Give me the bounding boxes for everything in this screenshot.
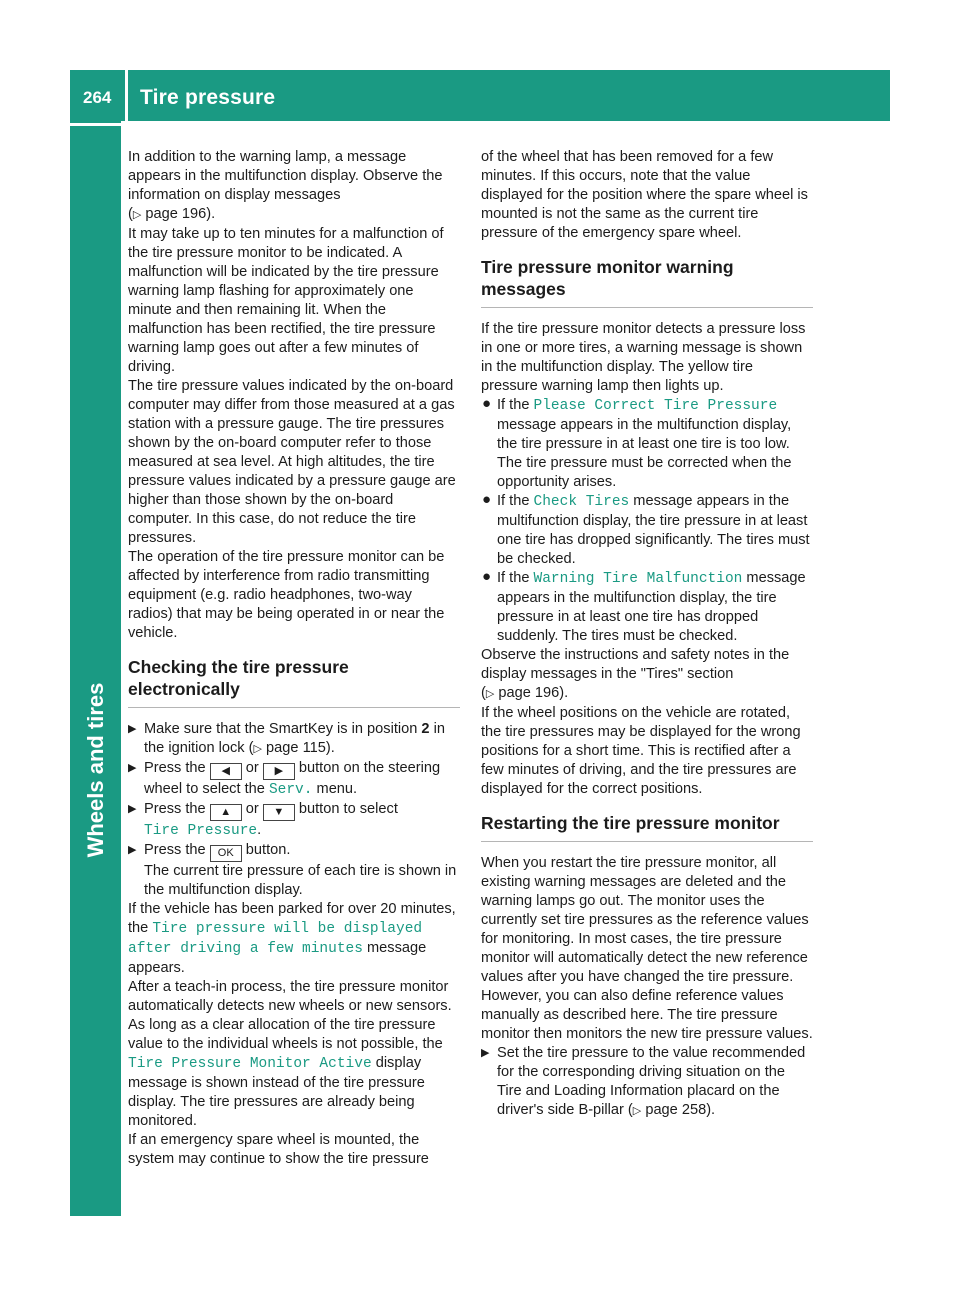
paragraph-text: message appears. [128, 940, 427, 976]
bullet-text: If the [497, 397, 530, 413]
instruction-step [128, 759, 460, 800]
step-text: menu. [316, 781, 358, 797]
down-button-icon: ▼ [263, 804, 295, 821]
step-text: or [245, 760, 259, 776]
page-title: Tire pressure [140, 86, 276, 109]
chapter-tab [70, 121, 121, 1216]
paragraph: Observe the instructions and safety notes in the display messages in the "Tires" section (▷ page 196). [481, 647, 790, 701]
paragraph [128, 900, 460, 978]
instruction-step [481, 1044, 813, 1121]
page-ref-icon: ▷ [132, 209, 142, 221]
bullet-text: message appears in the multifunction display, the tire pressure in at least one tire has dropped suddenly. The tires must be checked. [497, 570, 806, 644]
bullet-icon: ● [482, 395, 492, 412]
page-reference[interactable]: page 115). [266, 740, 335, 756]
bullet-item [481, 396, 813, 492]
bullet-item [481, 492, 813, 569]
step-text: Set the tire pressure to the value recommended for the corresponding driving situation on the Tire and Loading Information placard on the driver's side B-pillar ( [497, 1045, 806, 1118]
section-rule [481, 841, 813, 842]
page-number: 264 [83, 88, 112, 107]
page-ref-icon: ▷ [485, 688, 495, 700]
step-text: Press the [144, 760, 206, 776]
paragraph [128, 978, 460, 1131]
section-heading-warnings: Tire pressure monitor warning messages [481, 257, 734, 299]
page-ref-icon: ▷ [253, 743, 262, 755]
right-button-icon: ▶ [263, 763, 295, 780]
step-arrow-icon: ▶ [128, 723, 137, 735]
header-divider [125, 70, 128, 128]
step-arrow-icon: ▶ [481, 1047, 490, 1059]
paragraph: In addition to the warning lamp, a message appears in the multifunction display. Observe the information on display messages (▷ page 196). [128, 149, 443, 222]
step-text: button on the steering wheel to select the [144, 760, 441, 797]
paragraph: The operation of the tire pressure monitor can be affected by interference from radio transmitting equipment (e.g. radio headphones, two-way radios) that may be being operated in or near the vehicle. [128, 549, 445, 641]
display-message: Please Correct Tire Pressure [533, 398, 778, 414]
paragraph: The tire pressure values indicated by the on-board computer may differ from those measured at a gas station with a pressure gauge. The tire pressures shown by the on-board computer refer to those measured at sea level. At high altitudes, the tire pressure values indicated by a pressure gauge are higher than those shown by the on-board computer. In this case, do not reduce the tire pressures. [128, 378, 456, 546]
left-column [128, 148, 460, 1169]
step-result: The current tire pressure of each tire is shown in the multifunction display. [144, 863, 457, 898]
display-message: Tire pressure will be displayed after driving a few minutes [128, 921, 423, 957]
page-ref-icon: ▷ [632, 1105, 642, 1117]
step-arrow-icon: ▶ [128, 844, 137, 856]
paragraph-text: After a teach-in process, the tire pressure monitor automatically detects new wheels or new sensors. As long as a clear allocation of the tire pressure value to the individual wheels is not possible, the [128, 979, 452, 1052]
bullet-text: message appears in the multifunction display, the tire pressure in at least one tire has dropped significantly. The tires must be checked. [497, 493, 810, 567]
step-text: button to select [298, 801, 398, 817]
paragraph-text: In addition to the warning lamp, a message appears in the multifunction display. Observe the information on display messages [128, 149, 443, 203]
step-text: . [257, 822, 262, 838]
right-column [481, 148, 813, 1121]
ok-button-icon: OK [210, 845, 242, 862]
bullet-text: If the [497, 570, 530, 586]
paragraph: If the wheel positions on the vehicle are rotated, the tire pressures may be displayed for the wrong positions for a short time. This is rectified after a few minutes of driving, and the tire pressures are displayed for the correct positions. [481, 705, 801, 797]
paragraph-text: display message is shown instead of the tire pressure display. The tire pressures are already being monitored. [128, 1055, 425, 1129]
section-rule [481, 307, 813, 308]
chapter-tab-label: Wheels and tires [83, 682, 108, 858]
section-heading-restarting: Restarting the tire pressure monitor [481, 813, 780, 833]
step-text: Press the [144, 842, 206, 858]
instruction-step [128, 841, 460, 900]
display-message: Check Tires [533, 494, 630, 510]
left-button-icon: ◀ [210, 763, 242, 780]
paragraph: of the wheel that has been removed for a few minutes. If this occurs, note that the value displayed for the position where the spare wheel is mounted is not the same as the current tire pressure of the emergency spare wheel. [481, 149, 808, 241]
up-button-icon: ▲ [210, 804, 242, 821]
paragraph-text: Observe the instructions and safety notes in the display messages in the "Tires" section [481, 647, 790, 682]
step-text: or [245, 801, 259, 817]
page-reference[interactable]: page 196). [498, 685, 569, 701]
step-text: button. [245, 842, 291, 858]
display-menu-name: Serv. [268, 782, 313, 798]
section-heading-checking: Checking the tire pressure electronically [128, 657, 349, 699]
instruction-step [128, 720, 460, 759]
step-arrow-icon: ▶ [128, 762, 137, 774]
paragraph-text: If the vehicle has been parked for over 20 minutes, the [128, 901, 456, 936]
chapter-tab-divider [70, 123, 121, 126]
display-message: Tire Pressure Monitor Active [128, 1056, 372, 1072]
page-reference[interactable]: page 258). [645, 1102, 716, 1118]
instruction-step [128, 800, 460, 841]
page-reference[interactable]: page 196). [145, 206, 216, 222]
step-arrow-icon: ▶ [128, 803, 137, 815]
paragraph: If the tire pressure monitor detects a pressure loss in one or more tires, a warning message is shown in the multifunction display. The yellow tire pressure warning lamp then lights up. [481, 321, 806, 394]
paragraph: It may take up to ten minutes for a malfunction of the tire pressure monitor to be indicated. A malfunction will be indicated by the tire pressure warning lamp flashing for approximately one minute and then remaining lit. When the malfunction has been rectified, the tire pressure warning lamp goes out after a few minutes of driving. [128, 226, 444, 375]
paragraph: If an emergency spare wheel is mounted, the system may continue to show the tire pressure [128, 1132, 429, 1167]
bullet-text: If the [497, 493, 530, 509]
bullet-icon: ● [482, 568, 492, 585]
display-message: Warning Tire Malfunction [533, 571, 743, 587]
bullet-text: message appears in the multifunction display, the tire pressure in at least one tire is too low. The tire pressure must be corrected when the opportunity arises. [497, 417, 792, 490]
key-position: 2 [421, 721, 430, 737]
bullet-icon: ● [482, 491, 492, 508]
step-text: Make sure that the SmartKey is in position [144, 721, 418, 737]
display-menu-item: Tire Pressure [144, 823, 258, 839]
step-text: in the ignition lock ( [144, 721, 445, 756]
step-text: Press the [144, 801, 206, 817]
paragraph: When you restart the tire pressure monitor, all existing warning messages are deleted and the warning lamps go out. The monitor uses the currently set tire pressures as the reference values for monitoring. In most cases, the tire pressure monitor will automatically detect the new reference values after you have changed the tire pressure. However, you can also define reference values manually as described here. The tire pressure monitor then monitors the new tire pressure values. [481, 855, 813, 1042]
bullet-item [481, 569, 813, 646]
section-rule [128, 707, 460, 708]
